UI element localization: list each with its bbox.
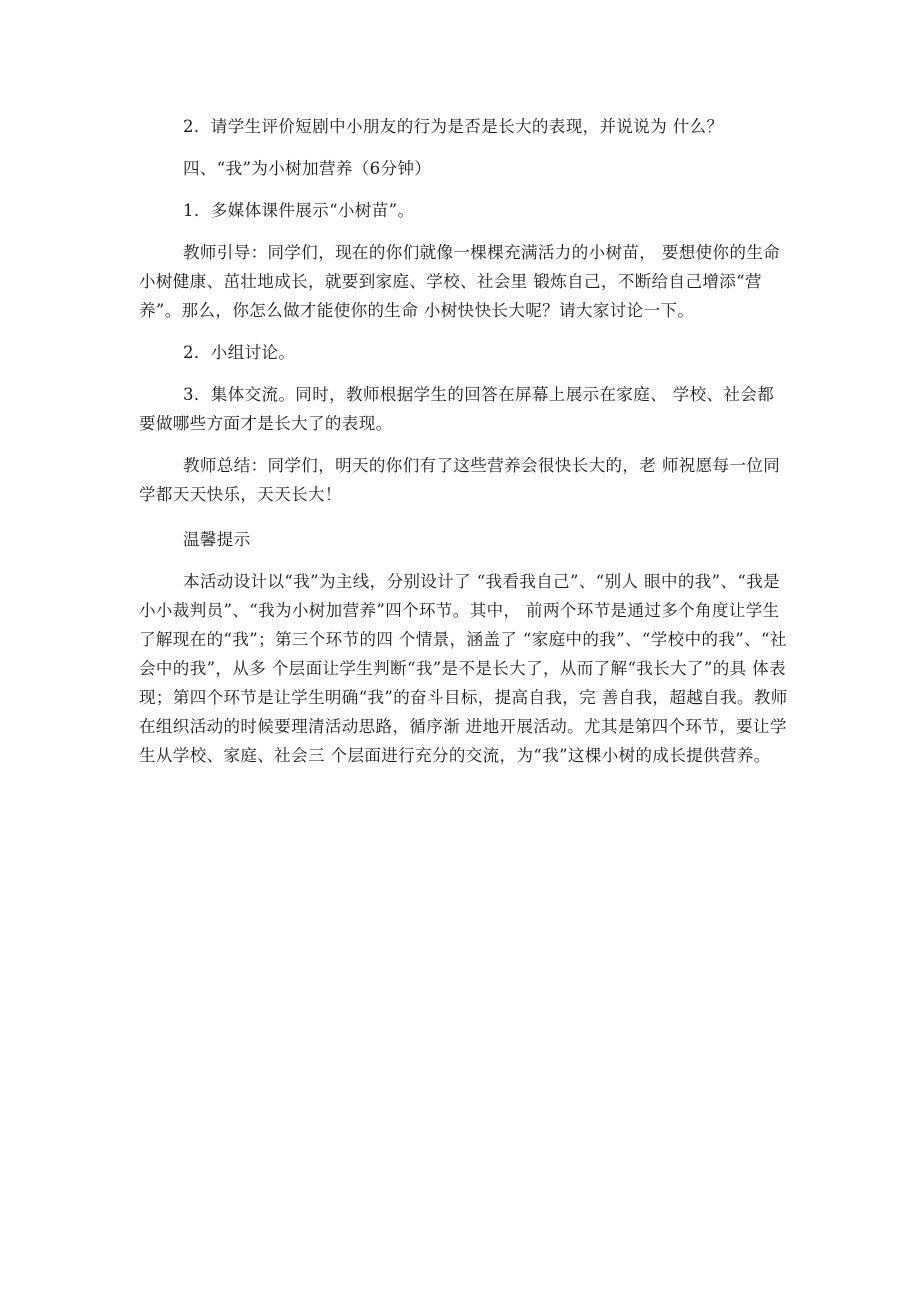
paragraph-tips-body: 本活动设计以“我”为主线，分别设计了 “我看我自己”、“别人 眼中的我”、“我是小小裁判员”、“我为小树加营养”四个环节。其中， 前两个环节是通过多个角度让学生了解现在的“我”；第三个环节的四 个情景，涵盖了 “家庭中的我”、“学校中的我”、“社会中的我”，从多 个层面让学生判断“我”是不是长大了，从而了解“我长大了”的具 体表现；第四个环节是让学生明确“我”的奋斗目标，提高自我，完 善自我，超越自我。教师在组织活动的时候要理清活动思路，循序渐 进地开展活动。尤其是第四个环节，要让学生从学校、家庭、社会三 个层面进行充分的交流，为“我”这棵小树的成长提供营养。 — [139, 572, 788, 765]
paragraph-teacher-guide: 教师引导：同学们，现在的你们就像一棵棵充满活力的小树苗， 要想使你的生命小树健康、茁壮地成长，就要到家庭、学校、社会里 锻炼自己，不断给自己增添“营养”。那么，你怎么做才能使你的生命 小树快快长大呢？请大家讨论一下。 — [139, 243, 781, 320]
paragraph-question-2: 2．请学生评价短剧中小朋友的行为是否是长大的表现，并说说为 什么？ — [183, 117, 724, 136]
paragraph-step-1: 1．多媒体课件展示“小树苗”。 — [183, 201, 415, 220]
paragraph-step-3: 3．集体交流。同时，教师根据学生的回答在屏幕上展示在家庭、 学校、社会都要做哪些方面才是长大了的表现。 — [139, 385, 775, 433]
document-body — [139, 112, 791, 770]
tips-heading: 温馨提示 — [183, 530, 251, 549]
paragraph-teacher-summary: 教师总结：同学们，明天的你们有了这些营养会很快长大的，老 师祝愿每一位同学都天天快乐，天天长大！ — [139, 456, 781, 504]
section-heading-4: 四、“我”为小树加营养（6分钟） — [183, 159, 432, 178]
paragraph-step-2: 2．小组讨论。 — [183, 343, 296, 362]
